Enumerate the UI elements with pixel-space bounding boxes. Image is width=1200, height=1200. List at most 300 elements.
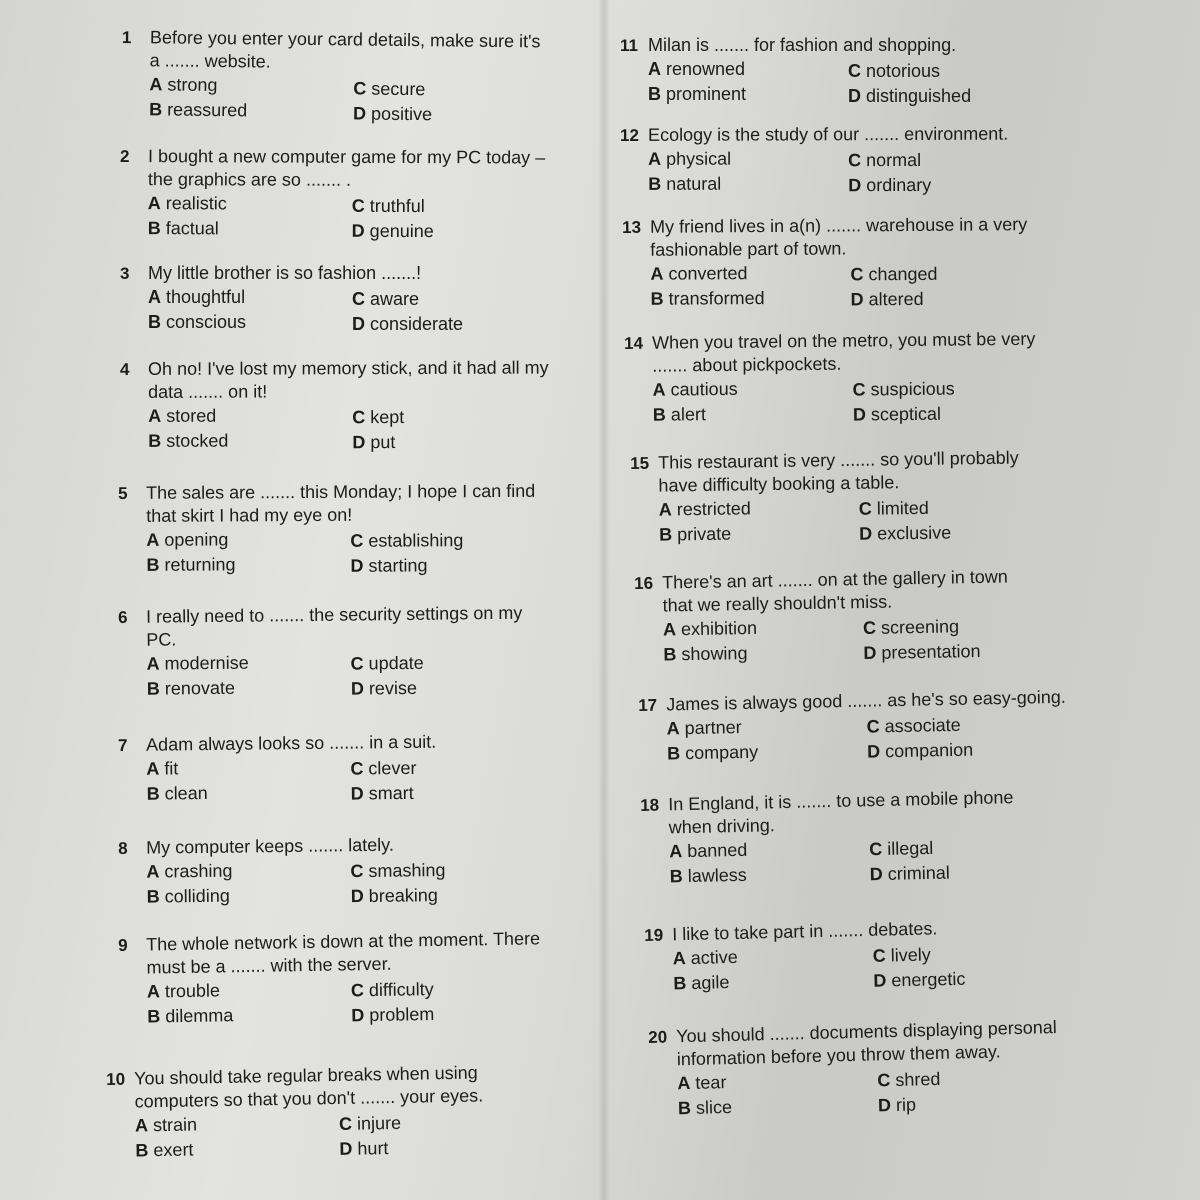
option-text: energetic [891,968,966,991]
option-d [351,1003,434,1027]
stem-line: Before you enter your card details, make sure it's [149,27,541,52]
question-9 [118,927,590,1049]
option-letter: B [146,886,160,907]
option-letter: C [866,716,880,737]
option-letter: B [147,218,161,239]
option-text: put [370,432,396,453]
option-d [339,1137,388,1161]
option-letter: B [666,743,681,764]
option-text: stored [166,405,217,426]
option-d [848,174,931,197]
option-c [853,378,955,402]
option-a [148,405,216,428]
option-letter: D [350,886,364,907]
option-letter: C [872,945,887,966]
option-a [648,58,745,81]
stem-line: fashionable part of town. [650,238,847,260]
option-text: clever [368,757,417,779]
option-letter: D [351,220,365,241]
option-text: fit [164,758,179,779]
question-stem [648,34,956,57]
option-d [878,1093,917,1117]
option-text: distinguished [866,86,972,106]
option-letter: D [859,523,873,544]
option-letter: C [858,498,872,519]
option-letter: D [350,555,364,576]
option-text: lively [890,944,932,966]
option-letter: B [149,99,163,120]
option-c [350,529,463,553]
option-b [147,1004,233,1028]
option-a [666,716,741,740]
option-c [869,837,933,861]
option-d [350,554,427,577]
option-letter: D [852,404,866,425]
option-letter: A [148,405,162,426]
option-text: considerate [370,314,464,334]
option-a [673,946,739,970]
option-letter: B [147,1006,161,1027]
option-letter: A [668,841,683,862]
option-letter: B [146,554,160,575]
option-text: trouble [164,980,221,1002]
question-5 [118,480,589,597]
stem-line: The sales are ....... this Monday; I hope I can find [146,480,536,503]
option-c [339,1112,401,1136]
stem-line: When you travel on the metro, you must be very [652,328,1036,353]
option-text: genuine [369,220,434,242]
option-a [659,497,751,521]
option-text: renowned [666,59,746,79]
question-18 [640,784,1112,909]
option-letter: D [866,741,881,762]
option-letter: C [877,1070,891,1091]
option-text: ordinary [866,174,932,196]
option-text: crashing [164,860,233,882]
question-stem [146,731,436,757]
option-a [149,73,217,97]
option-text: natural [666,173,722,194]
option-text: dilemma [165,1005,234,1027]
option-text: limited [876,497,929,519]
option-letter: A [652,379,666,400]
question-1 [121,26,592,146]
option-letter: D [848,175,862,196]
option-text: restricted [676,498,751,520]
stem-line: data ....... on it! [148,381,268,402]
option-a [146,528,228,551]
option-text: lawless [687,864,747,887]
question-7 [118,729,589,849]
option-letter: B [648,84,661,104]
option-letter: B [146,783,160,804]
option-text: strong [167,74,218,96]
question-number: 6 [118,607,128,627]
option-text: private [677,523,732,545]
stem-line: I like to take part in ....... debates. [672,918,938,945]
stem-line: My little brother is so fashion .......! [148,263,422,283]
option-letter: B [652,404,666,425]
option-c [848,60,940,83]
stem-line: I bought a new computer game for my PC today – [147,146,546,168]
stem-line: a ....... website. [149,50,271,72]
option-letter: B [648,173,662,194]
right-column [600,0,1200,1200]
option-letter: A [149,74,163,95]
question-number: 15 [630,453,650,473]
option-text: normal [866,149,922,171]
option-text: screening [880,616,960,638]
question-stem [148,357,549,404]
stem-line: Ecology is the study of our ....... environment. [648,123,1009,145]
stem-line: computers so that you don't ....... your eyes. [134,1085,484,1112]
option-letter: A [672,948,687,969]
option-letter: B [148,312,161,332]
option-text: returning [164,554,236,575]
option-c [353,77,425,101]
option-text: active [690,946,739,968]
question-number: 13 [622,217,642,237]
option-text: establishing [368,530,464,551]
option-letter: D [339,1138,353,1159]
option-letter: D [352,314,365,334]
option-text: converted [668,263,748,284]
question-stem [146,480,535,528]
option-a [652,378,737,402]
question-stem [650,213,1027,262]
question-number: 5 [118,483,128,503]
option-text: revise [368,677,417,699]
question-number: 16 [634,573,654,593]
option-letter: D [877,1095,892,1116]
option-letter: B [148,430,162,451]
question-stem [676,1016,1058,1071]
option-text: update [368,652,424,674]
question-stem [668,786,1014,839]
option-letter: C [353,78,367,99]
stem-line: My computer keeps ....... lately. [146,834,395,858]
option-text: cautious [670,378,738,400]
stem-line: There's an art ....... on at the gallery in town [662,566,1008,593]
question-number: 11 [620,36,638,55]
question-number: 2 [119,146,130,167]
option-letter: A [658,499,672,520]
stem-line: PC. [146,629,177,650]
question-number: 10 [106,1069,126,1089]
option-c [859,497,929,521]
question-number: 14 [624,333,644,353]
option-letter: B [659,524,673,545]
option-letter: A [146,529,160,550]
option-c [863,615,959,640]
option-d [859,522,951,546]
option-letter: C [852,379,866,400]
option-letter: C [352,407,366,428]
question-stem [666,686,1066,717]
option-text: secure [371,78,426,100]
question-6 [118,601,589,721]
option-a [135,1113,197,1137]
question-stem [146,602,523,652]
option-letter: B [663,644,677,665]
option-text: companion [884,739,974,762]
option-text: hurt [357,1138,389,1159]
option-b [147,782,208,806]
option-letter: A [662,619,677,640]
option-letter: C [350,758,364,779]
option-letter: C [350,861,364,882]
option-letter: D [352,432,366,453]
question-stem [146,927,541,979]
question-number: 12 [620,125,639,145]
option-text: physical [666,148,732,169]
option-text: company [684,741,759,764]
option-letter: D [351,1005,365,1026]
stem-line: I really need to ....... the security settings on my [146,602,523,627]
option-text: problem [369,1004,435,1026]
option-text: kept [370,407,405,428]
option-c [351,652,424,676]
option-b [651,287,765,311]
question-14 [624,327,1095,447]
question-stem [652,328,1036,378]
option-letter: C [350,980,365,1001]
option-d [353,102,432,126]
option-d [848,85,971,108]
question-10 [106,1060,578,1183]
stem-line: the graphics are so ....... . [147,169,352,190]
option-text: slice [695,1096,733,1118]
option-b [678,1096,733,1120]
question-16 [634,564,1106,687]
option-b [135,1138,193,1162]
option-text: factual [165,218,219,239]
option-letter: C [850,264,864,285]
stem-line: when driving. [668,815,775,838]
option-text: smashing [368,860,446,881]
option-b [148,430,228,453]
option-c [350,859,445,883]
option-text: starting [368,555,428,576]
option-letter: D [848,86,861,106]
option-c [352,288,419,311]
option-text: colliding [164,885,230,907]
option-b [148,311,246,334]
stem-line: Oh no! I've lost my memory stick, and it had all my [148,357,549,379]
option-text: showing [681,643,748,665]
option-a [146,652,248,676]
option-b [653,403,706,427]
question-2 [120,145,590,262]
option-text: stocked [166,430,229,451]
option-d [867,739,973,764]
stem-line: Adam always looks so ....... in a suit. [146,731,437,755]
question-number: 7 [118,735,128,755]
option-c [352,406,404,429]
option-letter: D [352,103,367,124]
option-text: presentation [881,640,981,663]
option-letter: A [146,758,160,779]
stem-line: have difficulty booking a table. [658,472,900,496]
option-d [351,677,417,701]
option-b [149,98,247,122]
option-letter: D [850,289,864,310]
option-text: sceptical [870,403,942,425]
option-text: associate [884,714,961,737]
option-letter: A [134,1115,149,1136]
option-letter: A [677,1072,691,1094]
option-text: banned [686,839,748,862]
option-letter: B [673,973,687,994]
option-letter: C [350,653,364,674]
option-text: exert [153,1139,194,1161]
stem-line: information before you throw them away. [676,1041,1001,1070]
option-d [351,884,438,908]
stem-line: You should take regular breaks when using [134,1062,478,1089]
option-text: renovate [164,677,236,699]
stem-line: You should ....... documents displaying personal [676,1017,1057,1047]
option-b [659,523,731,547]
option-text: aware [370,289,420,309]
option-text: altered [868,288,924,310]
option-text: exclusive [877,522,952,544]
option-letter: C [350,530,364,551]
option-text: suspicious [870,378,955,400]
option-text: strain [152,1114,198,1136]
option-c [350,757,416,781]
option-letter: A [650,263,664,284]
option-c [351,978,434,1002]
option-letter: A [146,861,160,882]
option-b [670,864,747,889]
option-letter: C [338,1113,353,1134]
option-text: partner [684,717,742,739]
stem-line: that skirt I had my eye on! [146,504,353,526]
question-number: 19 [644,925,664,945]
option-letter: A [648,59,661,79]
option-letter: C [848,150,862,171]
option-text: exhibition [680,617,758,640]
option-text: rip [895,1094,917,1115]
question-stem [662,565,1008,617]
option-text: illegal [886,837,934,859]
option-d [869,862,949,887]
option-text: criminal [887,862,950,884]
option-text: breaking [368,885,438,906]
option-a [677,1071,727,1095]
option-letter: A [147,193,161,214]
option-letter: A [146,981,161,1002]
option-c [850,263,937,287]
question-number: 8 [118,838,128,858]
stem-line: Milan is ....... for fashion and shopping. [648,35,957,55]
stem-line: This restaurant is very ....... so you'll probably [658,447,1019,473]
question-number: 3 [120,264,130,283]
question-number: 18 [640,795,660,815]
option-c [866,714,960,739]
option-text: alert [670,404,706,425]
option-b [667,741,758,766]
option-letter: A [666,718,680,739]
option-letter: C [351,195,365,216]
option-a [148,286,245,309]
option-letter: D [863,642,877,664]
option-a [648,148,731,171]
option-b [648,173,721,196]
question-13 [622,213,1093,331]
option-letter: D [350,783,364,804]
option-c [352,195,425,218]
option-letter: B [146,678,160,699]
question-stem [672,917,938,946]
stem-line: must be a ....... with the server. [146,953,392,978]
option-letter: B [677,1097,692,1119]
option-text: agile [691,972,730,993]
option-letter: B [650,288,664,309]
stem-line: James is always good ....... as he's so easy-going. [666,686,1066,715]
option-letter: B [135,1140,149,1161]
question-stem [648,123,1008,147]
question-stem [150,26,541,76]
option-letter: C [862,617,877,639]
option-letter: C [868,838,883,860]
option-a [146,757,178,780]
option-letter: D [350,678,364,699]
question-number: 1 [121,27,132,48]
stem-line: The whole network is down at the moment. There [146,928,541,955]
option-b [663,642,747,666]
question-20 [648,1015,1121,1141]
option-text: truthful [369,195,425,217]
option-text: tear [695,1072,727,1093]
question-15 [630,445,1102,567]
stem-line: ....... about pickpockets. [652,353,842,376]
option-text: shred [895,1068,941,1090]
option-text: realistic [165,193,227,214]
question-number: 20 [648,1027,668,1047]
question-stem [134,1061,483,1113]
question-4 [120,356,590,473]
option-letter: D [873,970,887,991]
option-b [673,971,730,995]
option-a [650,262,747,286]
stem-line: My friend lives in a(n) ....... warehouse in a very [650,214,1028,237]
option-text: injure [356,1112,402,1134]
option-a [669,839,748,864]
option-c [873,944,932,968]
option-letter: A [648,148,662,169]
option-text: clean [164,783,208,804]
option-text: notorious [866,61,941,81]
option-text: conscious [166,312,247,332]
option-d [351,782,414,806]
stem-line: that we really shouldn't miss. [662,591,893,616]
option-text: changed [868,263,938,285]
option-a [663,617,757,642]
option-b [146,553,235,576]
option-letter: C [848,61,861,81]
option-a [148,192,227,215]
option-b [148,217,219,240]
option-c [877,1068,941,1093]
option-d [352,431,395,454]
option-text: transformed [668,288,765,309]
option-d [853,403,941,427]
option-d [352,220,434,243]
question-stem [658,447,1019,498]
question-stem [146,834,394,860]
option-text: opening [164,529,229,550]
